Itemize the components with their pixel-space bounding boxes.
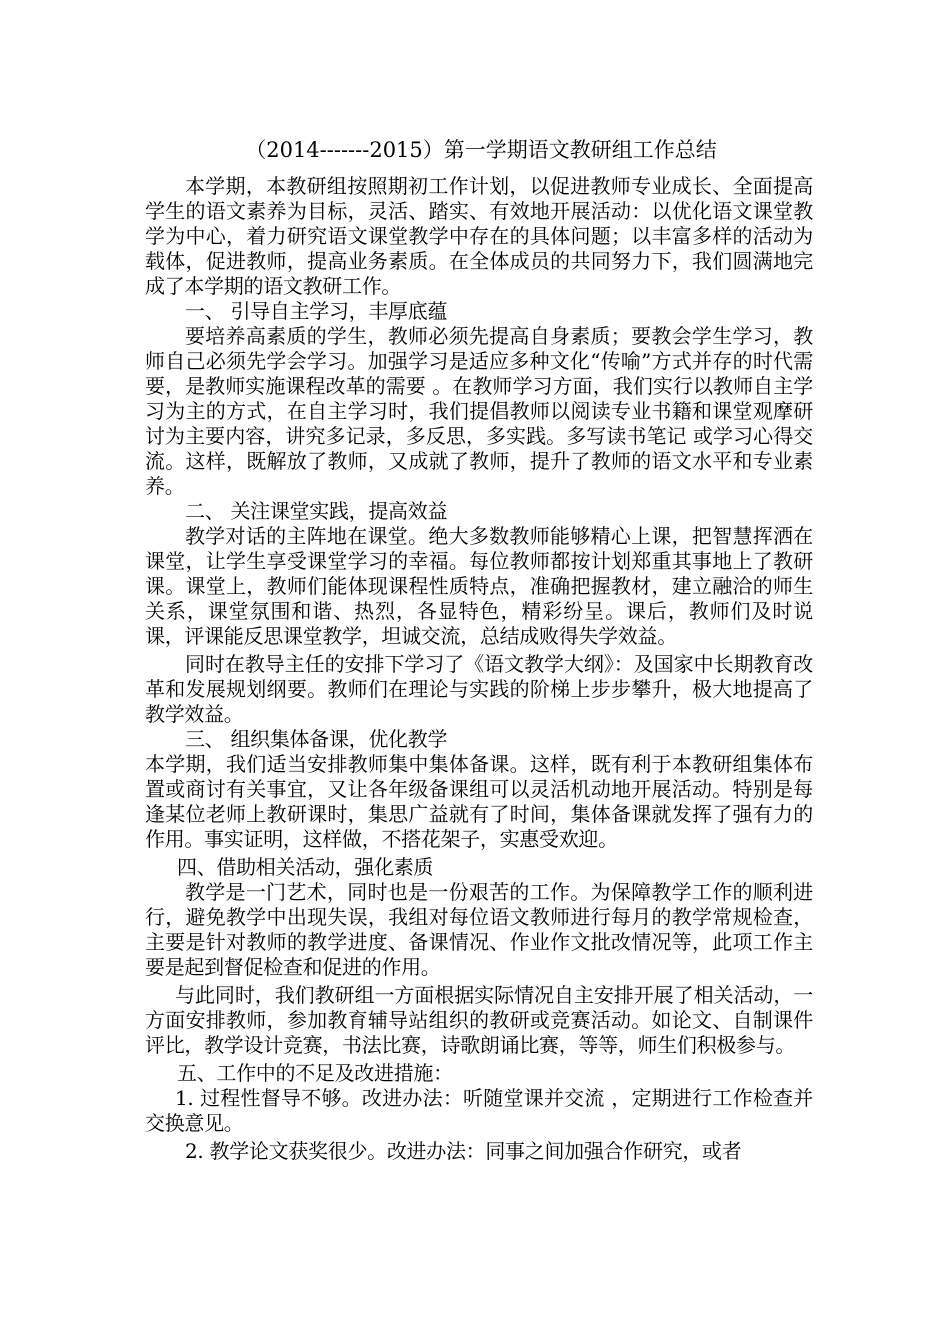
document-title: （2014-------2015）第一学期语文教研组工作总结: [245, 138, 717, 162]
section5-item-1: 1. 过程性督导不够。改进办法：听随堂课并交流 ，定期进行工作检查并交换意见。: [145, 1086, 813, 1135]
section3-paragraph: 本学期，我们适当安排教师集中集体备课。这样，既有利于本教研组集体布置或商讨有关事宜，又让各年级备课组可以灵活机动地开展活动。特别是每逢某位老师上教研课时，集思广益就有了时间，集体备课就发挥了强有力的作用。事实证明，这样做，不搭花架子，实惠受欢迎。: [145, 752, 813, 851]
section2-paragraph-1: 教学对话的主阵地在课堂。绝大多数教师能够精心上课，把智慧挥洒在课堂，让学生享受课堂学习的幸福。每位教师都按计划郑重其事地上了教研课。课堂上，教师们能体现课程性质特点，准确把握教材，建立融洽的师生关系，课堂氛围和谐、热烈，各显特色，精彩纷呈。课后，教师们及时说课，评课能反思课堂教学，坦诚交流，总结成败得失学效益。: [145, 524, 813, 648]
section4-paragraph-1: 教学是一门艺术，同时也是一份艰苦的工作。为保障教学工作的顺利进行，避免教学中出现失误，我组对每位语文教师进行每月的教学常规检查，主要是针对教师的教学进度、备课情况、作业作文批改情况等，此项工作主要是起到督促检查和促进的作用。: [145, 880, 813, 979]
section3-heading: 三、 组织集体备课，优化教学: [185, 727, 448, 751]
section5-heading: 五、工作中的不足及改进措施：: [177, 1061, 453, 1085]
document-body: [145, 133, 813, 1164]
section4-paragraph-2: 与此同时，我们教研组一方面根据实际情况自主安排开展了相关活动，一方面安排教师，参加教育辅导站组织的教研或竞赛活动。如论文、自制课件评比，教学设计竞赛，书法比赛，诗歌朗诵比赛，等等，师生们积极参与。: [145, 983, 813, 1057]
intro-paragraph: 本学期，本教研组按照期初工作计划，以促进教师专业成长、全面提高学生的语文素养为目标，灵活、踏实、有效地开展活动：以优化语文课堂教学为中心，着力研究语文课堂教学中存在的具体问题；以丰富多样的活动为载体，促进教师，提高业务素质。在全体成员的共同努力下，我们圆满地完成了本学期的语文教研工作。: [145, 174, 813, 298]
section2-heading: 二、 关注课堂实践，提高效益: [185, 499, 448, 523]
section1-paragraph: 要培养高素质的学生，教师必须先提高自身素质；要教会学生学习，教师自己必须先学会学习。加强学习是适应多种文化“传喻”方式并存的时代需要，是教师实施课程改革的需要 。在教师学习方面，我们实行以教师自主学习为主的方式，在自主学习时，我们提倡教师以阅读专业书籍和课堂观摩研讨为主要内容，讲究多记录，多反思，多实践。多写读书笔记 或学习心得交流。这样，既解放了教师，又成就了教师，提升了教师的语文水平和专业素养。: [145, 324, 813, 498]
section2-paragraph-2: 同时在教导主任的安排下学习了《语文教学大纲》：及国家中长期教育改革和发展规划纲要。教师们在理论与实践的阶梯上步步攀升，极大地提高了教学效益。: [145, 652, 813, 726]
section1-heading: 一、 引导自主学习，丰厚底蕴: [185, 299, 448, 323]
section5-item-2: 2. 教学论文获奖很少。改进办法：同事之间加强合作研究，或者: [185, 1139, 742, 1163]
section4-heading: 四、借助相关活动，强化素质: [177, 855, 434, 879]
